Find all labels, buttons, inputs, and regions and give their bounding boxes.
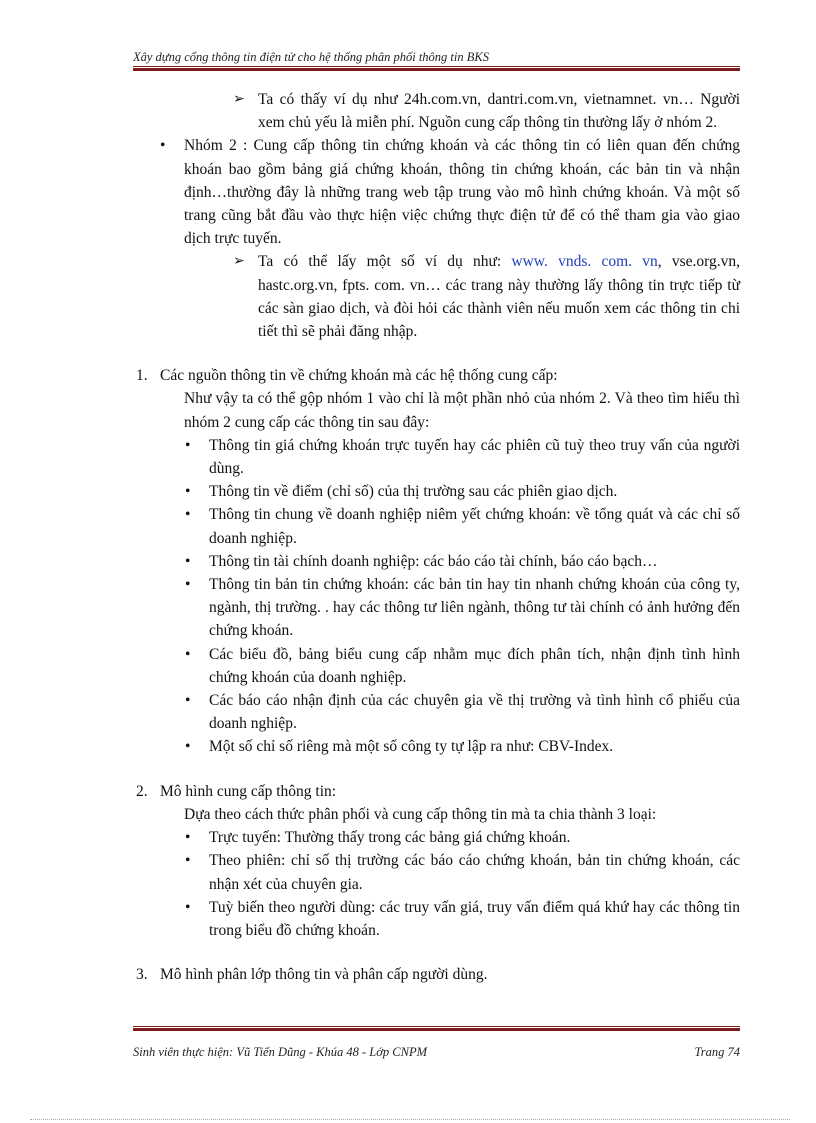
bullet-icon: • <box>185 829 191 847</box>
list-item <box>133 735 740 758</box>
list-item-text: Các biểu đồ, bảng biểu cung cấp nhằm mục đích phân tích, nhận định tình hình chứng khoán của doanh nghiệp. <box>209 645 740 686</box>
section-heading-text: Các nguồn thông tin về chứng khoán mà các hệ thống cung cấp: <box>160 367 558 385</box>
bullet-icon: • <box>185 898 191 916</box>
list-item <box>133 896 740 942</box>
page-content <box>133 88 740 986</box>
list-item-text: Thông tin chung về doanh nghiệp niêm yết chứng khoán: về tổng quát và các chỉ số doanh nghiệp. <box>209 506 740 547</box>
header-rule <box>133 66 740 71</box>
section-3-heading <box>133 963 740 986</box>
arrow-bullet-icon: ➢ <box>233 92 245 107</box>
bullet-icon: • <box>185 576 191 594</box>
bullet-item-group2 <box>133 134 740 250</box>
list-item-text: Một số chỉ số riêng mà một số công ty tự lập ra như: CBV-Index. <box>209 738 614 756</box>
bullet-icon: • <box>185 436 191 454</box>
list-item-text: Theo phiên: chỉ số thị trường các báo cáo chứng khoán, bản tin chứng khoán, các nhận xét của chuyên gia. <box>209 852 740 893</box>
list-item-text: Trực tuyến: Thường thấy trong các bảng giá chứng khoán. <box>209 829 571 847</box>
list-item <box>133 434 740 480</box>
list-item <box>133 689 740 735</box>
section-number: 2. <box>136 782 148 800</box>
arrow-item-text: Ta có thấy ví dụ như 24h.com.vn, dantri.com.vn, vietnamnet. vn… Người xem chủ yếu là miễn phí. Nguồn cung cấp thông tin thường lấy ở nhóm 2. <box>258 91 740 132</box>
bullet-icon: • <box>185 692 191 710</box>
list-item-text: Thông tin giá chứng khoán trực tuyến hay các phiên cũ tuỳ theo truy vấn của người dùng. <box>209 436 740 478</box>
list-item <box>133 826 740 849</box>
page-bottom-divider <box>30 1119 790 1120</box>
bullet-icon: • <box>160 137 166 155</box>
arrow-bullet-icon: ➢ <box>233 254 245 270</box>
bullet-icon: • <box>185 552 191 570</box>
arrow-item <box>133 88 740 134</box>
arrow-item-prefix: Ta có thể lấy một số ví dụ như: <box>258 253 512 271</box>
list-item-text: Thông tin về điểm (chỉ số) của thị trường sau các phiên giao dịch. <box>209 483 618 501</box>
list-item <box>133 643 740 689</box>
section-number: 1. <box>136 367 148 385</box>
bullet-icon: • <box>185 483 191 501</box>
arrow-item-rest: , vse.org.vn, hastc.org.vn, fpts. com. vn… các trang này thường lấy thông tin trực tiếp từ các sàn giao dịch, và đòi hỏi các thành viên nếu muốn xem các thông tin chi tiết thì sẽ phải đăng nhập. <box>258 253 740 341</box>
list-item <box>133 503 740 549</box>
bullet-icon: • <box>185 645 191 663</box>
bullet-icon: • <box>185 506 191 524</box>
list-item-text: Các báo cáo nhận định của các chuyên gia về thị trường và tình hình cổ phiếu của doanh nghiệp. <box>209 692 740 733</box>
section-2-intro: Dựa theo cách thức phân phối và cung cấp thông tin mà ta chia thành 3 loại: <box>184 805 657 823</box>
list-item <box>133 550 740 573</box>
vnds-link[interactable]: www. vnds. com. vn <box>511 253 658 271</box>
list-item-text: Thông tin bản tin chứng khoán: các bản tin hay tin nhanh chứng khoán của công ty, ngành, thị trường. . hay các thông tư liên ngành, thông tư tài chính có ảnh hưởng đến chứng khoán. <box>209 576 740 640</box>
section-1-intro: Như vậy ta có thể gộp nhóm 1 vào chỉ là một phần nhỏ của nhóm 2. Và theo tìm hiểu thì nhóm 2 cung cấp các thông tin sau đây: <box>184 390 740 431</box>
section-heading-text: Mô hình phân lớp thông tin và phân cấp người dùng. <box>160 966 488 984</box>
list-item-text: Thông tin tài chính doanh nghiệp: các báo cáo tài chính, báo cáo bạch… <box>209 552 658 570</box>
page-number: Trang 74 <box>694 1045 740 1059</box>
group2-text: Nhóm 2 : Cung cấp thông tin chứng khoán và các thông tin có liên quan đến chứng khoán bao gồm bảng giá chứng khoán, thông tin chứng khoán, các bản tin và nhận định…thường đây là những trang web tập trung vào mô hình chứng khoán. Và một số trang cũng bắt đầu vào thực hiện việc chứng thực điện tử để có thể tham gia vào giao dịch trực tuyến. <box>184 137 740 248</box>
bullet-icon: • <box>185 738 191 756</box>
section-1-heading <box>133 364 740 387</box>
footer-author: Sinh viên thực hiện: Vũ Tiến Dũng - Khúa 48 - Lớp CNPM <box>133 1045 428 1059</box>
bullet-icon: • <box>185 852 191 870</box>
section-number: 3. <box>136 966 148 984</box>
section-2-heading <box>133 780 740 803</box>
list-item <box>133 849 740 895</box>
list-item <box>133 573 740 643</box>
list-item <box>133 480 740 503</box>
page-header-title: Xây dựng cổng thông tin điện tử cho hệ thống phân phối thông tin BKS <box>133 50 489 64</box>
arrow-item <box>133 250 740 343</box>
section-heading-text: Mô hình cung cấp thông tin: <box>160 782 337 800</box>
list-item-text: Tuỳ biến theo người dùng: các truy vấn giá, truy vấn điểm quá khứ hay các thông tin trong biểu đồ chứng khoán. <box>209 898 740 939</box>
footer-rule <box>133 1026 740 1031</box>
